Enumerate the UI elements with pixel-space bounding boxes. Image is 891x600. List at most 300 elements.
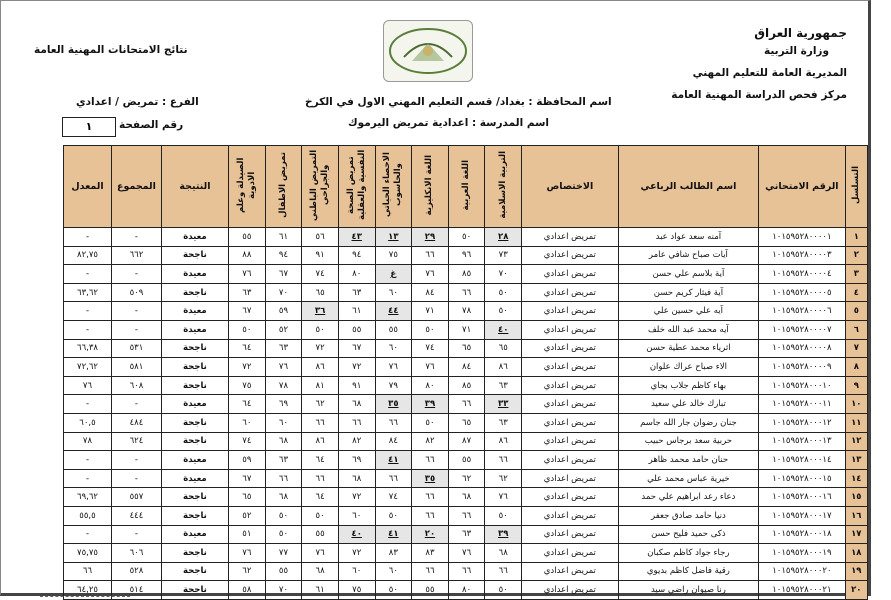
header-subject-8: الصيدلة وعلم الادوية bbox=[229, 146, 266, 228]
grade-cell: ٥٠ bbox=[375, 506, 412, 525]
student-name-cell: دنيا حامد صادق جعفر bbox=[618, 506, 758, 525]
grade-cell: ٢٠ bbox=[412, 525, 449, 544]
results-table bbox=[63, 145, 868, 600]
student-name-cell: آية بلاسم علي حسن bbox=[618, 265, 758, 284]
student-name-cell: رقية فاضل كاظم بديوي bbox=[618, 562, 758, 581]
grade-cell: ٧٤ bbox=[375, 488, 412, 507]
grade-cell: ٦٥ bbox=[448, 339, 485, 358]
grade-cell: ٦٨ bbox=[338, 469, 375, 488]
exam-number-cell: ١٠١٥٩٥٢٨٠٠٠٠١ bbox=[759, 228, 846, 247]
student-name-cell: آيه محمد عبد الله خلف bbox=[618, 320, 758, 339]
grade-cell: ٧٠ bbox=[265, 283, 302, 302]
serial-cell: ٥ bbox=[845, 302, 867, 321]
grade-cell: ٦٣ bbox=[448, 525, 485, 544]
exam-number-cell: ١٠١٥٩٥٢٨٠٠٠١١ bbox=[759, 395, 846, 414]
grade-cell: ٦٥ bbox=[229, 488, 266, 507]
specialty-cell: تمريض اعدادي bbox=[522, 562, 619, 581]
serial-cell: ٢ bbox=[845, 246, 867, 265]
table-row bbox=[64, 525, 868, 544]
grade-cell: ٧٦ bbox=[302, 544, 339, 563]
header-result: النتيجة bbox=[161, 146, 228, 228]
student-name-cell: الاء صباح عراك علوان bbox=[618, 358, 758, 377]
specialty-cell: تمريض اعدادي bbox=[522, 451, 619, 470]
total-cell: - bbox=[112, 525, 162, 544]
average-cell: ٦٣,٦٢ bbox=[64, 283, 112, 302]
student-name-cell: اثرياء محمد عطية حسن bbox=[618, 339, 758, 358]
grade-cell: ٦٨ bbox=[338, 395, 375, 414]
grade-cell: ٤٠ bbox=[485, 320, 522, 339]
grade-cell: ٣٣ bbox=[485, 395, 522, 414]
grade-cell: ٥٢ bbox=[265, 320, 302, 339]
serial-cell: ١٢ bbox=[845, 432, 867, 451]
grade-cell: ٦٦ bbox=[448, 395, 485, 414]
table-row bbox=[64, 451, 868, 470]
result-cell: ناجحة bbox=[161, 544, 228, 563]
serial-cell: ١٩ bbox=[845, 562, 867, 581]
grade-cell: ٤٤ bbox=[375, 302, 412, 321]
header-subject-3: اللغة الانكليزية bbox=[412, 146, 449, 228]
average-cell: ٥٥,٥ bbox=[64, 506, 112, 525]
average-cell: - bbox=[64, 469, 112, 488]
header-subject-1: التربية الاسلامية bbox=[485, 146, 522, 228]
grade-cell: ١٣ bbox=[375, 228, 412, 247]
grade-cell: ٦٨ bbox=[485, 544, 522, 563]
serial-cell: ١٤ bbox=[845, 469, 867, 488]
grade-cell: ٦٦ bbox=[485, 451, 522, 470]
grade-cell: ٦٨ bbox=[448, 488, 485, 507]
grade-cell: ٦٦ bbox=[448, 283, 485, 302]
total-cell: ٥١٤ bbox=[112, 581, 162, 600]
grade-cell: ٨٠ bbox=[412, 376, 449, 395]
total-cell: ٥٢٨ bbox=[112, 562, 162, 581]
grade-cell: ٧٦ bbox=[229, 544, 266, 563]
exam-number-cell: ١٠١٥٩٥٢٨٠٠٠١٧ bbox=[759, 506, 846, 525]
result-cell: معيدة bbox=[161, 228, 228, 247]
average-cell: - bbox=[64, 320, 112, 339]
grade-cell: ٢٩ bbox=[412, 228, 449, 247]
table-row bbox=[64, 302, 868, 321]
grade-cell: ٨٦ bbox=[485, 432, 522, 451]
total-cell: ٦٠٦ bbox=[112, 544, 162, 563]
specialty-cell: تمريض اعدادي bbox=[522, 228, 619, 247]
grade-cell: ٨٤ bbox=[412, 283, 449, 302]
grade-cell: ٥٥ bbox=[375, 320, 412, 339]
specialty-cell: تمريض اعدادي bbox=[522, 302, 619, 321]
grade-cell: ٧٥ bbox=[338, 581, 375, 600]
grade-cell: ٦٢ bbox=[229, 562, 266, 581]
result-cell: ناجحة bbox=[161, 488, 228, 507]
grade-cell: ٨٢ bbox=[338, 432, 375, 451]
exam-number-cell: ١٠١٥٩٥٢٨٠٠٠١٥ bbox=[759, 469, 846, 488]
grade-cell: ٦٤ bbox=[302, 488, 339, 507]
total-cell: ٦٦٢ bbox=[112, 246, 162, 265]
header-specialty: الاختصاص bbox=[522, 146, 619, 228]
serial-cell: ٧ bbox=[845, 339, 867, 358]
grade-cell: ٦٦ bbox=[412, 451, 449, 470]
serial-cell: ٩ bbox=[845, 376, 867, 395]
exam-number-cell: ١٠١٥٩٥٢٨٠٠٠٠٦ bbox=[759, 302, 846, 321]
grade-cell: ٦٥ bbox=[302, 283, 339, 302]
grade-cell: ٥٥ bbox=[448, 451, 485, 470]
grade-cell: ٧٦ bbox=[485, 488, 522, 507]
grade-cell: ٩٤ bbox=[338, 246, 375, 265]
table-header-row bbox=[64, 146, 868, 228]
grade-cell: ٧٤ bbox=[412, 339, 449, 358]
grade-cell: ٧٦ bbox=[448, 544, 485, 563]
average-cell: - bbox=[64, 525, 112, 544]
grade-cell: ٦٦ bbox=[302, 413, 339, 432]
exam-number-cell: ١٠١٥٩٥٢٨٠٠٠٢١ bbox=[759, 581, 846, 600]
footer-divider bbox=[40, 596, 130, 597]
grade-cell: ٦٠ bbox=[375, 562, 412, 581]
average-cell: ٧٥,٧٥ bbox=[64, 544, 112, 563]
grade-cell: ٦٠ bbox=[265, 413, 302, 432]
header-subject-7: تمريض الاطفال bbox=[265, 146, 302, 228]
grade-cell: ٤١ bbox=[375, 451, 412, 470]
exam-number-cell: ١٠١٥٩٥٢٨٠٠٠١٩ bbox=[759, 544, 846, 563]
result-cell: ناجحة bbox=[161, 283, 228, 302]
result-cell: معيدة bbox=[161, 525, 228, 544]
header-average: المعدل bbox=[64, 146, 112, 228]
student-name-cell: آيه علي حسين علي bbox=[618, 302, 758, 321]
table-row bbox=[64, 395, 868, 414]
header-total: المجموع bbox=[112, 146, 162, 228]
result-cell: ناجحة bbox=[161, 581, 228, 600]
grade-cell: ٧٦ bbox=[412, 265, 449, 284]
serial-cell: ١١ bbox=[845, 413, 867, 432]
specialty-cell: تمريض اعدادي bbox=[522, 488, 619, 507]
specialty-cell: تمريض اعدادي bbox=[522, 525, 619, 544]
total-cell: ٤٤٤ bbox=[112, 506, 162, 525]
serial-cell: ٢٠ bbox=[845, 581, 867, 600]
result-cell: ناجحة bbox=[161, 246, 228, 265]
grade-cell: ٦٩ bbox=[338, 451, 375, 470]
student-name-cell: آية فيثار كريم حسن bbox=[618, 283, 758, 302]
grade-cell: ٥٩ bbox=[229, 451, 266, 470]
result-cell: معيدة bbox=[161, 265, 228, 284]
average-cell: ٨٢,٧٥ bbox=[64, 246, 112, 265]
grade-cell: ٥٥ bbox=[412, 581, 449, 600]
total-cell: ٦٢٤ bbox=[112, 432, 162, 451]
grade-cell: ٨٦ bbox=[302, 432, 339, 451]
grade-cell: ٦٦ bbox=[265, 469, 302, 488]
grade-cell: ٦٨ bbox=[265, 432, 302, 451]
grade-cell: ٨٢ bbox=[412, 432, 449, 451]
total-cell: ٥٣١ bbox=[112, 339, 162, 358]
specialty-cell: تمريض اعدادي bbox=[522, 265, 619, 284]
grade-cell: ٢٨ bbox=[485, 228, 522, 247]
exam-number-cell: ١٠١٥٩٥٢٨٠٠٠١٢ bbox=[759, 413, 846, 432]
grade-cell: ٦٦ bbox=[412, 562, 449, 581]
serial-cell: ١ bbox=[845, 228, 867, 247]
grade-cell: ٦٨ bbox=[265, 488, 302, 507]
grade-cell: ٦١ bbox=[338, 302, 375, 321]
student-name-cell: ذكى حميد فليح حسن bbox=[618, 525, 758, 544]
grade-cell: ٦٦ bbox=[375, 413, 412, 432]
grade-cell: ٨٦ bbox=[485, 358, 522, 377]
grade-cell: ٥٠ bbox=[485, 506, 522, 525]
table-row bbox=[64, 562, 868, 581]
grade-cell: ٧٨ bbox=[265, 376, 302, 395]
grade-cell: ٤٣ bbox=[338, 228, 375, 247]
average-cell: - bbox=[64, 265, 112, 284]
grade-cell: ٨٨ bbox=[229, 246, 266, 265]
student-name-cell: آمنه سعد عواد عبد bbox=[618, 228, 758, 247]
grade-cell: ٥٥ bbox=[229, 228, 266, 247]
total-cell: - bbox=[112, 302, 162, 321]
grade-cell: ٦٦ bbox=[412, 246, 449, 265]
grade-cell: ٨٥ bbox=[448, 265, 485, 284]
grade-cell: ٧٤ bbox=[229, 432, 266, 451]
table-row bbox=[64, 581, 868, 600]
serial-cell: ١٣ bbox=[845, 451, 867, 470]
result-cell: ناجحة bbox=[161, 432, 228, 451]
grade-cell: ٦٠ bbox=[338, 562, 375, 581]
grade-cell: ٦٣ bbox=[229, 283, 266, 302]
grade-cell: ٧١ bbox=[448, 320, 485, 339]
grade-cell: ٨٧ bbox=[448, 432, 485, 451]
average-cell: ٧٨ bbox=[64, 432, 112, 451]
exam-number-cell: ١٠١٥٩٥٢٨٠٠٠٠٨ bbox=[759, 339, 846, 358]
grade-cell: ٦٦ bbox=[448, 562, 485, 581]
grade-cell: ٦٢ bbox=[302, 395, 339, 414]
page-number-label: رقم الصفحة bbox=[119, 119, 184, 131]
ministry-title: وزارة التربية bbox=[763, 45, 829, 57]
grade-cell: ٥٢ bbox=[229, 506, 266, 525]
total-cell: - bbox=[112, 320, 162, 339]
grade-cell: ٨١ bbox=[302, 376, 339, 395]
grade-cell: ٥٠ bbox=[302, 506, 339, 525]
grade-cell: ٥١ bbox=[229, 525, 266, 544]
result-cell: ناجحة bbox=[161, 413, 228, 432]
total-cell: ٤٨٤ bbox=[112, 413, 162, 432]
grade-cell: ٦٢ bbox=[448, 469, 485, 488]
exam-number-cell: ١٠١٥٩٥٢٨٠٠٠٠٥ bbox=[759, 283, 846, 302]
serial-cell: ١٥ bbox=[845, 488, 867, 507]
grade-cell: ٦٣ bbox=[485, 413, 522, 432]
grade-cell: ٩٦ bbox=[448, 246, 485, 265]
grade-cell: ٩١ bbox=[302, 246, 339, 265]
grade-cell: ٦٩ bbox=[265, 395, 302, 414]
grade-cell: ٤١ bbox=[375, 525, 412, 544]
grade-cell: ٦٦ bbox=[485, 562, 522, 581]
grade-cell: ٥٠ bbox=[229, 320, 266, 339]
table-row bbox=[64, 265, 868, 284]
total-cell: ٦٠٨ bbox=[112, 376, 162, 395]
grade-cell: ٧٨ bbox=[448, 302, 485, 321]
grade-cell: ٦٣ bbox=[338, 283, 375, 302]
grade-cell: ٧٧ bbox=[265, 544, 302, 563]
document-title: نتائج الامتحانات المهنية العامة bbox=[34, 44, 188, 56]
serial-cell: ٣ bbox=[845, 265, 867, 284]
grade-cell: ٦١ bbox=[265, 228, 302, 247]
grade-cell: ٥٠ bbox=[265, 506, 302, 525]
grade-cell: ٧٠ bbox=[485, 265, 522, 284]
total-cell: - bbox=[112, 469, 162, 488]
header-student-name: اسم الطالب الرباعي bbox=[618, 146, 758, 228]
grade-cell: ٥٠ bbox=[265, 525, 302, 544]
branch-line: الفرع : تمريض / اعدادي bbox=[76, 96, 199, 108]
specialty-cell: تمريض اعدادي bbox=[522, 469, 619, 488]
grade-cell: ٧٦ bbox=[412, 358, 449, 377]
result-cell: معيدة bbox=[161, 451, 228, 470]
center-title: مركز فحص الدراسة المهنية العامة bbox=[671, 89, 847, 101]
grade-cell: ٦٦ bbox=[338, 413, 375, 432]
student-name-cell: تبارك خالد علي سعيد bbox=[618, 395, 758, 414]
grade-cell: ٩٤ bbox=[265, 246, 302, 265]
grade-cell: ٧١ bbox=[412, 302, 449, 321]
grade-cell: ٦٦ bbox=[302, 469, 339, 488]
table-row bbox=[64, 228, 868, 247]
result-cell: معيدة bbox=[161, 302, 228, 321]
grade-cell: ٧٣ bbox=[485, 246, 522, 265]
header-subject-4: الاحصاء الحياتي والحاسوب bbox=[375, 146, 412, 228]
average-cell: - bbox=[64, 302, 112, 321]
grade-cell: ٣٩ bbox=[412, 395, 449, 414]
table-row bbox=[64, 506, 868, 525]
header-subject-2: اللغة العربية bbox=[448, 146, 485, 228]
average-cell: ٦٠,٥ bbox=[64, 413, 112, 432]
specialty-cell: تمريض اعدادي bbox=[522, 320, 619, 339]
average-cell: ٦٤,٢٥ bbox=[64, 581, 112, 600]
grade-cell: ٦٧ bbox=[229, 469, 266, 488]
grade-cell: ٧٦ bbox=[375, 358, 412, 377]
table-row bbox=[64, 283, 868, 302]
student-name-cell: خيرية عباس محمد علي bbox=[618, 469, 758, 488]
average-cell: ٧٢,٦٢ bbox=[64, 358, 112, 377]
grade-cell: ٥٠ bbox=[412, 413, 449, 432]
grade-cell: ٥٠ bbox=[485, 302, 522, 321]
exam-number-cell: ١٠١٥٩٥٢٨٠٠٠٠٩ bbox=[759, 358, 846, 377]
grade-cell: ٦٤ bbox=[302, 451, 339, 470]
student-name-cell: حنان حامد محمد ظاهر bbox=[618, 451, 758, 470]
grade-cell: ٦٦ bbox=[448, 506, 485, 525]
grade-cell: ٥٠ bbox=[448, 228, 485, 247]
total-cell: - bbox=[112, 451, 162, 470]
exam-number-cell: ١٠١٥٩٥٢٨٠٠٠٠٣ bbox=[759, 246, 846, 265]
average-cell: ٦٩,٦٢ bbox=[64, 488, 112, 507]
grade-cell: ٨٦ bbox=[302, 358, 339, 377]
serial-cell: ١٧ bbox=[845, 525, 867, 544]
average-cell: - bbox=[64, 451, 112, 470]
grade-cell: ٦٠ bbox=[375, 339, 412, 358]
total-cell: - bbox=[112, 395, 162, 414]
grade-cell: ٦٧ bbox=[229, 302, 266, 321]
grade-cell: ٦٠ bbox=[375, 283, 412, 302]
grade-cell: ٨٠ bbox=[448, 581, 485, 600]
grade-cell: ٨٤ bbox=[448, 358, 485, 377]
grade-cell: ٥٥ bbox=[265, 562, 302, 581]
country-title: جمهورية العراق bbox=[754, 26, 847, 40]
grade-cell: ٨٣ bbox=[375, 544, 412, 563]
student-name-cell: دعاء رعد ابراهيم علي حمد bbox=[618, 488, 758, 507]
average-cell: ٦٦,٣٨ bbox=[64, 339, 112, 358]
average-cell: - bbox=[64, 228, 112, 247]
total-cell: - bbox=[112, 228, 162, 247]
grade-cell: ٦٣ bbox=[265, 451, 302, 470]
exam-number-cell: ١٠١٥٩٥٢٨٠٠٠٠٧ bbox=[759, 320, 846, 339]
grade-cell: ٥٠ bbox=[412, 320, 449, 339]
table-row bbox=[64, 469, 868, 488]
grade-cell: ٧٦ bbox=[229, 265, 266, 284]
serial-cell: ١٠ bbox=[845, 395, 867, 414]
grade-cell: ٦٦ bbox=[375, 469, 412, 488]
table-row bbox=[64, 358, 868, 377]
grade-cell: ٧٢ bbox=[229, 358, 266, 377]
grade-cell: ٣٥ bbox=[375, 395, 412, 414]
exam-number-cell: ١٠١٥٩٥٢٨٠٠٠٠٤ bbox=[759, 265, 846, 284]
specialty-cell: تمريض اعدادي bbox=[522, 413, 619, 432]
exam-number-cell: ١٠١٥٩٥٢٨٠٠٠١٦ bbox=[759, 488, 846, 507]
specialty-cell: تمريض اعدادي bbox=[522, 283, 619, 302]
header-subject-6: التمريض الباطني والجراحي bbox=[302, 146, 339, 228]
grade-cell: ٧٢ bbox=[338, 544, 375, 563]
grade-cell: ٦٤ bbox=[229, 339, 266, 358]
specialty-cell: تمريض اعدادي bbox=[522, 246, 619, 265]
specialty-cell: تمريض اعدادي bbox=[522, 376, 619, 395]
result-cell: معيدة bbox=[161, 469, 228, 488]
directorate-title: المديرية العامة للتعليم المهني bbox=[692, 67, 847, 79]
result-cell: ناجحة bbox=[161, 339, 228, 358]
table-row bbox=[64, 488, 868, 507]
grade-cell: ٧٠ bbox=[265, 581, 302, 600]
grade-cell: ٨٤ bbox=[375, 432, 412, 451]
grade-cell: ٧٥ bbox=[375, 246, 412, 265]
grade-cell: ٣٩ bbox=[485, 525, 522, 544]
average-cell: ٧٦ bbox=[64, 376, 112, 395]
grade-cell: ٩١ bbox=[338, 376, 375, 395]
student-name-cell: جنان رضوان جار الله جاسم bbox=[618, 413, 758, 432]
student-name-cell: رجاء جواد كاظم صكبان bbox=[618, 544, 758, 563]
table-row bbox=[64, 432, 868, 451]
header-serial: التسلسل bbox=[845, 146, 867, 228]
result-cell: ناجحة bbox=[161, 562, 228, 581]
serial-cell: ٤ bbox=[845, 283, 867, 302]
result-cell: ناجحة bbox=[161, 506, 228, 525]
serial-cell: ١٨ bbox=[845, 544, 867, 563]
table-row bbox=[64, 544, 868, 563]
student-name-cell: بهاء كاظم جلاب بجاي bbox=[618, 376, 758, 395]
table-body bbox=[64, 228, 868, 600]
ministry-logo bbox=[383, 20, 473, 82]
grade-cell: ٣٥ bbox=[412, 469, 449, 488]
specialty-cell: تمريض اعدادي bbox=[522, 581, 619, 600]
total-cell: ٥٨١ bbox=[112, 358, 162, 377]
specialty-cell: تمريض اعدادي bbox=[522, 506, 619, 525]
grade-cell: ٦١ bbox=[302, 581, 339, 600]
grade-cell: ٧٢ bbox=[302, 339, 339, 358]
grade-cell: ٤٠ bbox=[338, 525, 375, 544]
grade-cell: ٣٦ bbox=[302, 302, 339, 321]
specialty-cell: تمريض اعدادي bbox=[522, 432, 619, 451]
grade-cell: ٦٣ bbox=[485, 376, 522, 395]
grade-cell: غ bbox=[375, 265, 412, 284]
exam-number-cell: ١٠١٥٩٥٢٨٠٠٠٢٠ bbox=[759, 562, 846, 581]
grade-cell: ٥٩ bbox=[265, 302, 302, 321]
grade-cell: ٦٣ bbox=[265, 339, 302, 358]
average-cell: - bbox=[64, 395, 112, 414]
total-cell: ٥٠٩ bbox=[112, 283, 162, 302]
result-cell: ناجحة bbox=[161, 376, 228, 395]
grade-cell: ٦٧ bbox=[338, 339, 375, 358]
grade-cell: ٥٠ bbox=[375, 581, 412, 600]
governorate-line: اسم المحافظة : بغداد/ قسم التعليم المهني الاول في الكرخ bbox=[305, 96, 612, 108]
specialty-cell: تمريض اعدادي bbox=[522, 358, 619, 377]
grade-cell: ٧٥ bbox=[229, 376, 266, 395]
grade-cell: ٦٠ bbox=[338, 506, 375, 525]
result-cell: معيدة bbox=[161, 395, 228, 414]
exam-number-cell: ١٠١٥٩٥٢٨٠٠٠١٤ bbox=[759, 451, 846, 470]
